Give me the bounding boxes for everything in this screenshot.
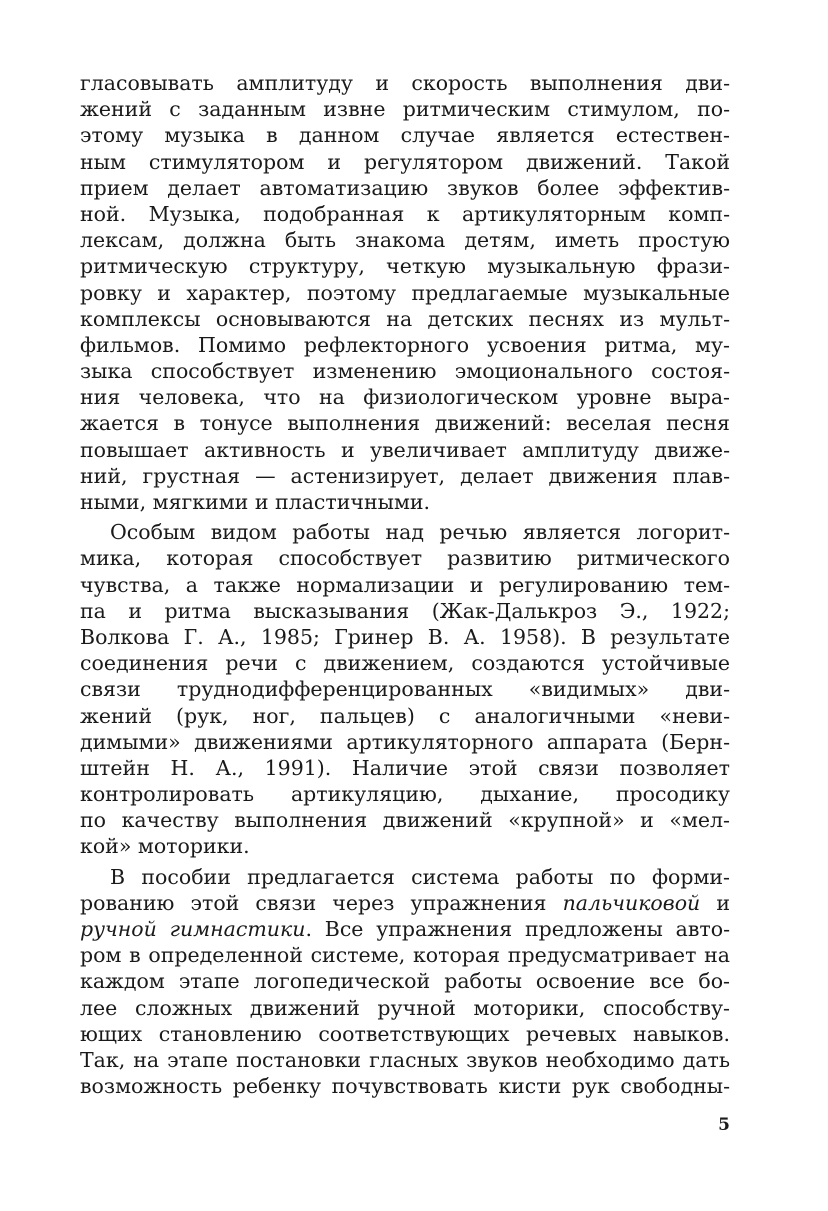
text-line xyxy=(80,545,730,571)
text-segment: повышает активность и увеличивает амплитуду движе- xyxy=(80,437,730,462)
text-line xyxy=(80,519,730,545)
text-line xyxy=(80,968,730,994)
text-line xyxy=(80,624,730,650)
text-segment: лее сложных движений ручной моторики, способству- xyxy=(80,995,730,1020)
text-segment: фильмов. Помимо рефлекторного усвоения ритма, му- xyxy=(80,332,730,357)
text-line xyxy=(80,149,730,175)
text-segment: контролировать артикуляцию, дыхание, просодику xyxy=(80,782,730,807)
text-line xyxy=(80,703,730,729)
text-segment: и xyxy=(700,890,731,915)
text-line xyxy=(80,175,730,201)
text-line xyxy=(80,676,730,702)
text-segment: каждом этапе логопедической работы освоение все бо- xyxy=(80,969,730,994)
text-segment: кой» моторики. xyxy=(80,834,250,859)
text-segment: Так, на этапе постановки гласных звуков необходимо дать xyxy=(80,1047,730,1072)
text-segment: прием делает автоматизацию звуков более эффектив- xyxy=(80,175,730,200)
text-segment: жается в тонусе выполнения движений: веселая песня xyxy=(80,411,730,436)
paragraph xyxy=(80,519,730,859)
text-line xyxy=(80,781,730,807)
text-line xyxy=(80,96,730,122)
text-line xyxy=(80,384,730,410)
text-line xyxy=(80,650,730,676)
text-line xyxy=(80,890,730,916)
text-line xyxy=(80,864,730,890)
text-segment: ным стимулятором и регулятором движений. Такой xyxy=(80,149,730,174)
text-line xyxy=(80,306,730,332)
text-line xyxy=(80,916,730,942)
text-segment: ровку и характер, поэтому предлагаемые музыкальные xyxy=(80,280,730,305)
italic-text: пальчиковой xyxy=(562,890,701,915)
text-line xyxy=(80,437,730,463)
text-segment: жений с заданным извне ритмическим стимулом, по- xyxy=(80,97,730,122)
text-segment: В пособии предлагается система работы по форми- xyxy=(110,864,730,889)
text-segment: Особым видом работы над речью является логорит- xyxy=(110,520,730,545)
text-segment: димыми» движениями артикуляторного аппарата (Берн- xyxy=(80,729,730,754)
text-segment: чувства, а также нормализации и регулированию тем- xyxy=(80,572,730,597)
text-segment: ритмическую структуру, четкую музыкальную фрази- xyxy=(80,254,730,279)
text-line xyxy=(80,807,730,833)
text-line xyxy=(80,598,730,624)
text-segment: соединения речи с движением, создаются устойчивые xyxy=(80,651,730,676)
text-segment: ной. Музыка, подобранная к артикуляторным комп- xyxy=(80,201,730,226)
text-segment: по качеству выполнения движений «крупной» и «мел- xyxy=(80,808,730,833)
text-segment: гласовывать амплитуду и скорость выполнения дви- xyxy=(80,71,730,95)
text-line xyxy=(80,122,730,148)
text-line xyxy=(80,1047,730,1073)
paragraph xyxy=(80,864,730,1100)
text-segment: ния человека, что на физиологическом уровне выра- xyxy=(80,385,730,410)
text-line xyxy=(80,332,730,358)
text-line xyxy=(80,942,730,968)
text-line xyxy=(80,995,730,1021)
paragraph xyxy=(80,70,730,515)
text-segment: . Все упражнения предложены авто- xyxy=(305,917,730,941)
page-body xyxy=(80,70,730,1099)
text-segment: ющих становлению соответствующих речевых навыков. xyxy=(80,1021,730,1046)
text-segment: па и ритма высказывания (Жак-Далькроз Э., 1922; xyxy=(80,598,730,623)
page-number: 5 xyxy=(718,1115,730,1135)
text-segment: ными, мягкими и пластичными. xyxy=(80,490,431,514)
text-line xyxy=(80,1021,730,1047)
text-segment: мика, которая способствует развитию ритмического xyxy=(80,546,730,571)
text-segment: возможность ребенку почувствовать кисти рук свободны- xyxy=(80,1074,730,1099)
text-line xyxy=(80,729,730,755)
text-segment: зыка способствует изменению эмоционального состоя- xyxy=(80,359,730,384)
text-segment: ром в определенной системе, которая предусматривает на xyxy=(80,943,730,968)
text-line xyxy=(80,358,730,384)
text-line xyxy=(80,833,730,859)
text-line xyxy=(80,489,730,515)
text-segment: лексам, должна быть знакома детям, иметь простую xyxy=(80,228,730,253)
text-segment: связи труднодифференцированных «видимых» дви- xyxy=(80,677,730,702)
text-segment: ний, грустная — астенизирует, делает движения плав- xyxy=(80,463,730,488)
text-line xyxy=(80,253,730,279)
text-segment: Волкова Г. А., 1985; Гринер В. А. 1958). В результате xyxy=(80,624,730,649)
text-line xyxy=(80,280,730,306)
text-line xyxy=(80,70,730,96)
text-line xyxy=(80,755,730,781)
text-segment: жений (рук, ног, пальцев) с аналогичными «неви- xyxy=(80,703,730,728)
text-line xyxy=(80,410,730,436)
italic-text: ручной гимнастики xyxy=(80,917,306,941)
text-segment: рованию этой связи через упражнения xyxy=(80,890,563,915)
text-line xyxy=(80,463,730,489)
text-segment: этому музыка в данном случае является естествен- xyxy=(80,123,730,148)
text-line xyxy=(80,201,730,227)
text-segment: комплексы основываются на детских песнях из мульт- xyxy=(80,306,730,331)
text-segment: штейн Н. А., 1991). Наличие этой связи позволяет xyxy=(80,755,730,780)
text-line xyxy=(80,572,730,598)
text-line xyxy=(80,1073,730,1099)
text-line xyxy=(80,227,730,253)
